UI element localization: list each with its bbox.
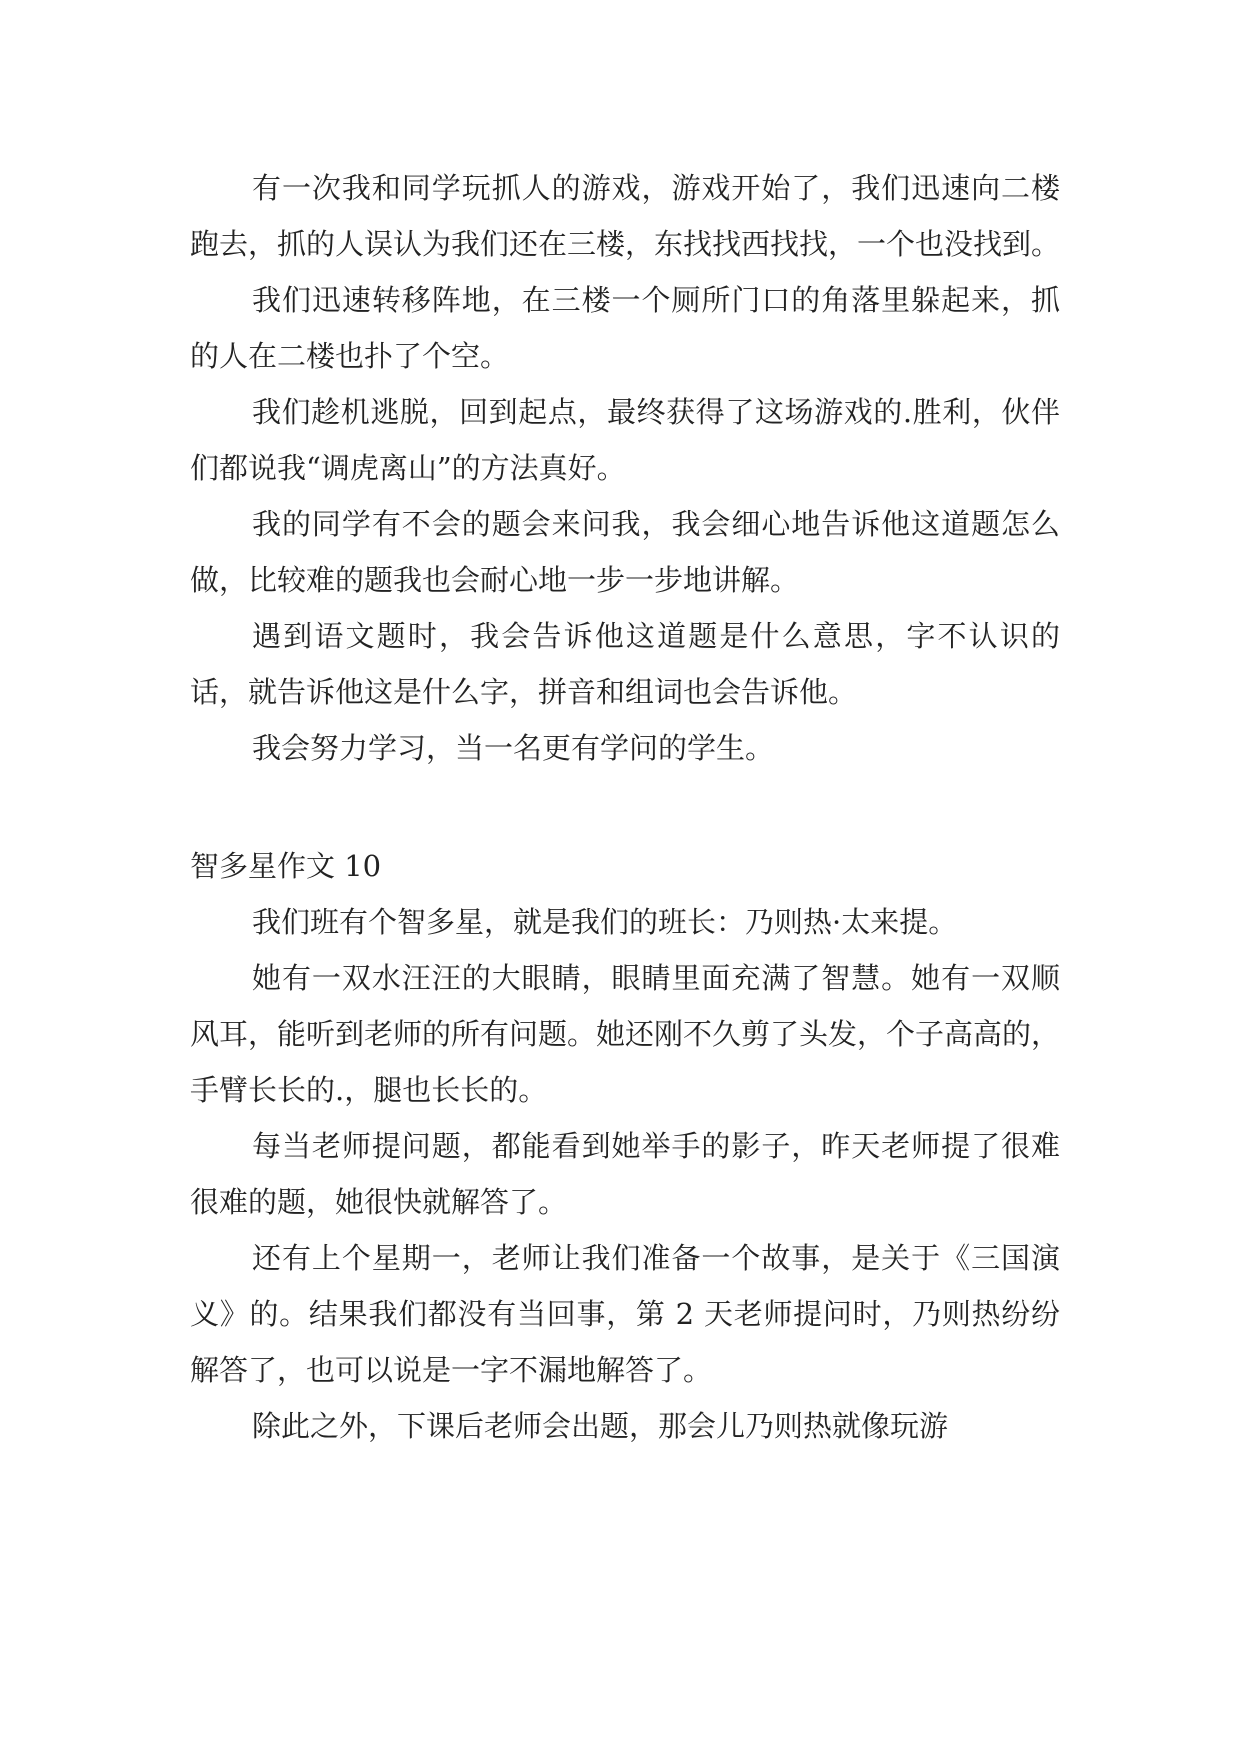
paragraph: 她有一双水汪汪的大眼睛，眼睛里面充满了智慧。她有一双顺风耳，能听到老师的所有问题。她还刚不久剪了头发，个子高高的，手臂长长的.，腿也长长的。 <box>190 961 1061 1107</box>
paragraph: 我会努力学习，当一名更有学问的学生。 <box>252 731 775 765</box>
paragraph: 遇到语文题时，我会告诉他这道题是什么意思，字不认识的话，就告诉他这是什么字，拼音和组词也会告诉他。 <box>190 619 1060 709</box>
paragraph: 每当老师提问题，都能看到她举手的影子，昨天老师提了很难很难的题，她很快就解答了。 <box>190 1129 1060 1219</box>
document-body <box>190 160 1060 1454</box>
paragraph: 我们趁机逃脱，回到起点，最终获得了这场游戏的.胜利，伙伴们都说我“调虎离山”的方法真好。 <box>190 395 1060 485</box>
paragraph: 还有上个星期一，老师让我们准备一个故事，是关于《三国演义》的。结果我们都没有当回事，第 2 天老师提问时，乃则热纷纷解答了，也可以说是一字不漏地解答了。 <box>190 1241 1060 1387</box>
paragraph: 除此之外，下课后老师会出题，那会儿乃则热就像玩游 <box>252 1409 949 1443</box>
paragraph: 我们迅速转移阵地，在三楼一个厕所门口的角落里躲起来，抓的人在二楼也扑了个空。 <box>190 283 1060 373</box>
essay-title: 智多星作文 10 <box>190 849 382 883</box>
paragraph: 有一次我和同学玩抓人的游戏，游戏开始了，我们迅速向二楼跑去，抓的人误认为我们还在三楼，东找找西找找，一个也没找到。 <box>190 171 1061 261</box>
paragraph: 我们班有个智多星，就是我们的班长：乃则热·太来提。 <box>252 905 958 939</box>
paragraph: 我的同学有不会的题会来问我，我会细心地告诉他这道题怎么做，比较难的题我也会耐心地一步一步地讲解。 <box>190 507 1060 597</box>
